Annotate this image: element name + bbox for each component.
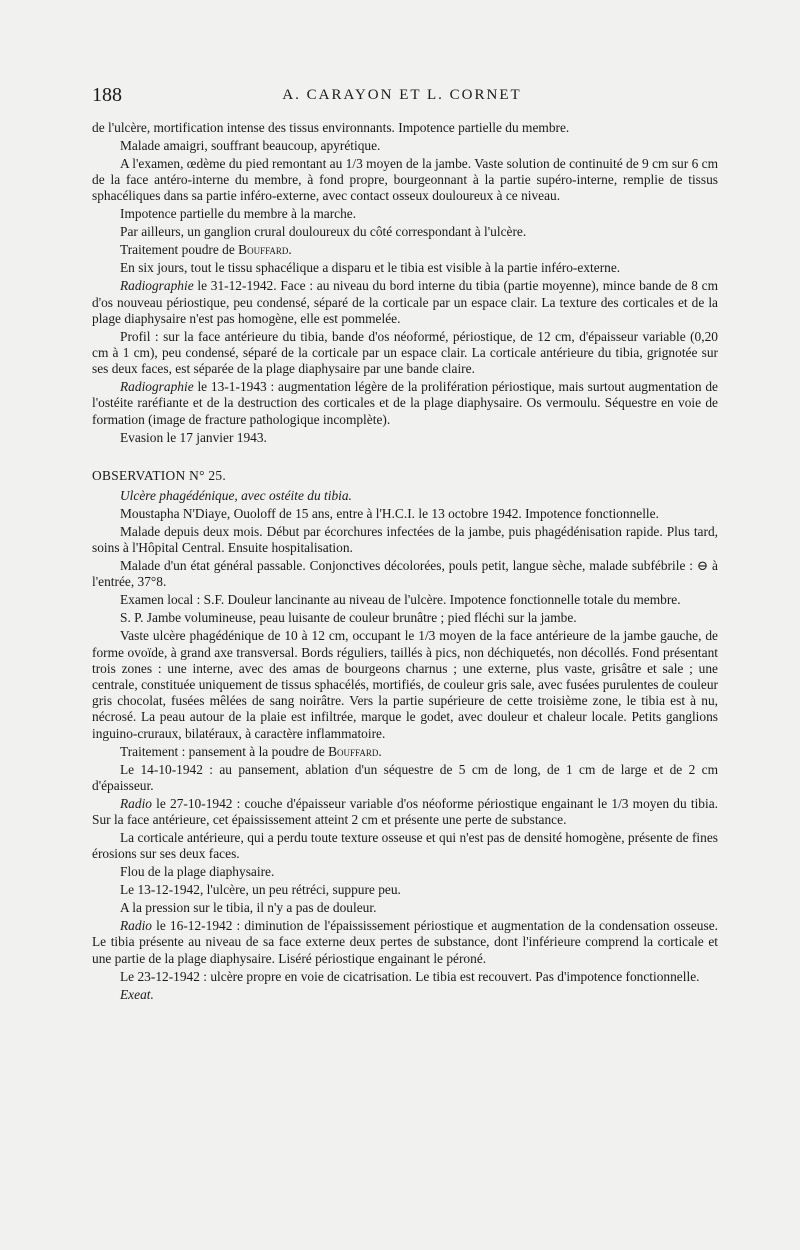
paragraph: Traitement poudre de Bouffard.: [120, 242, 292, 258]
paragraph: Radio le 16-12-1942 : diminution de l'épaississement périostique et augmentation de la condensation osseuse. Le tibia présente au niveau de sa face externe deux pertes de substance, dont l'inférieure comprend la corticale et une partie de la plage diaphysaire. Liséré périostique engainant le péroné.: [92, 918, 718, 966]
page-number: 188: [92, 84, 122, 106]
paragraph: En six jours, tout le tissu sphacélique a disparu et le tibia est visible à la partie inféro-externe.: [120, 260, 621, 276]
observation-heading: OBSERVATION N° 25.: [92, 467, 227, 483]
paragraph: Vaste ulcère phagédénique de 10 à 12 cm, occupant le 1/3 moyen de la face antérieure de la jambe gauche, de forme ovoïde, à grand axe transversal. Bords réguliers, taillés à pics, non déchiquetés, non décollés. Fond présentant trois zones : une interne, avec des amas de bourgeons charnus ; une externe, plus vaste, grisâtre et sale ; une centrale, constituée uniquement de tissus sphacélés, mortifiés, de couleur gris sale, avec fusées purulentes de couleur gris chocolat, fusées mêlées de sang noirâtre. Vers la partie supérieure de cette troisième zone, le tibia est à nu, nécrosé. La peau autour de la plaie est infiltrée, marque le godet, avec douleur et chaleur locale. Petits ganglions inguino-cruraux, bilatéraux, à caractère inflammatoire.: [92, 628, 718, 741]
author-name: Bouffard: [328, 743, 379, 759]
document-body: [92, 120, 718, 1005]
observation-subtitle: Ulcère phagédénique, avec ostéite du tibia.: [120, 488, 352, 504]
paragraph: Radiographie le 13-1-1943 : augmentation légère de la prolifération périostique, mais surtout augmentation de l'ostéite raréfiante et de la destruction des corticales et de la plage diaphysaire. Os vermoulu. Séquestre en voie de formation (image de fracture pathologique incomplète).: [92, 379, 718, 427]
paragraph: Le 13-12-1942, l'ulcère, un peu rétréci, suppure peu.: [120, 882, 401, 898]
page-header: [92, 84, 712, 108]
paragraph: Moustapha N'Diaye, Ouoloff de 15 ans, entre à l'H.C.I. le 13 octobre 1942. Impotence fonctionnelle.: [120, 506, 659, 522]
paragraph: Malade d'un état général passable. Conjonctives décolorées, pouls petit, langue sèche, malade subfébrile : ⊖ à l'entrée, 37°8.: [92, 558, 718, 590]
paragraph: Radiographie le 31-12-1942. Face : au niveau du bord interne du tibia (partie moyenne), mince bande de 8 cm d'os nouveau périostique, peu condensé, séparé de la corticale par un espace clair. La texture des corticales et de la plage diaphysaire n'est pas homogène, elle est pommelée.: [92, 278, 718, 326]
paragraph: Exeat.: [120, 986, 154, 1002]
paragraph: Examen local : S.F. Douleur lancinante au niveau de l'ulcère. Impotence fonctionnelle totale du membre.: [120, 592, 681, 608]
paragraph: de l'ulcère, mortification intense des tissus environnants. Impotence partielle du membre.: [92, 120, 570, 135]
paragraph: Radio le 27-10-1942 : couche d'épaisseur variable d'os néoforme périostique engainant le 1/3 moyen du tibia. Sur la face antérieure, cet épaississement atteint 2 cm et présente une perte de substance.: [92, 795, 718, 828]
paragraph: Evasion le 17 janvier 1943.: [120, 429, 267, 445]
paragraph: A la pression sur le tibia, il n'y a pas de douleur.: [120, 900, 377, 916]
author-name: Bouffard: [238, 242, 289, 258]
paragraph: Par ailleurs, un ganglion crural douloureux du côté correspondant à l'ulcère.: [120, 224, 527, 240]
paragraph: La corticale antérieure, qui a perdu toute texture osseuse et qui n'est pas de densité homogène, présente de fines érosions sur ses deux faces.: [92, 830, 718, 862]
paragraph: Profil : sur la face antérieure du tibia, bande d'os néoformé, périostique, de 12 cm, d'épaisseur variable (0,20 cm à 1 cm), peu condensé, séparé de la corticale par un espace clair. La corticale antérieure du tibia, grignotée sur ses deux faces, est séparée de la plage diaphysaire par une bande claire.: [92, 328, 718, 377]
paragraph: Le 23-12-1942 : ulcère propre en voie de cicatrisation. Le tibia est recouvert. Pas d'impotence fonctionnelle.: [120, 968, 700, 984]
paragraph: Malade depuis deux mois. Début par écorchures infectées de la jambe, puis phagédénisation rapide. Plus tard, soins à l'Hôpital Central. Ensuite hospitalisation.: [92, 524, 718, 556]
paragraph: A l'examen, œdème du pied remontant au 1/3 moyen de la jambe. Vaste solution de continuité de 9 cm sur 6 cm de la face antéro-interne du membre, à fond propre, bourgeonnant à la partie supéro-interne, remplie de tissus sphacéliques dans sa partie inféro-externe, avec contact osseux douloureux à ce niveau.: [92, 156, 718, 204]
running-head: A. CARAYON ET L. CORNET: [282, 87, 522, 103]
paragraph: Flou de la plage diaphysaire.: [120, 864, 275, 880]
paragraph: Impotence partielle du membre à la marche.: [120, 206, 357, 222]
paragraph: S. P. Jambe volumineuse, peau luisante de couleur brunâtre ; pied fléchi sur la jambe.: [120, 610, 577, 626]
paragraph: Le 14-10-1942 : au pansement, ablation d'un séquestre de 5 cm de long, de 1 cm de large et de 2 cm d'épaisseur.: [92, 761, 718, 793]
paragraph: Traitement : pansement à la poudre de Bouffard.: [120, 743, 382, 759]
paragraph: Malade amaigri, souffrant beaucoup, apyrétique.: [120, 138, 381, 153]
